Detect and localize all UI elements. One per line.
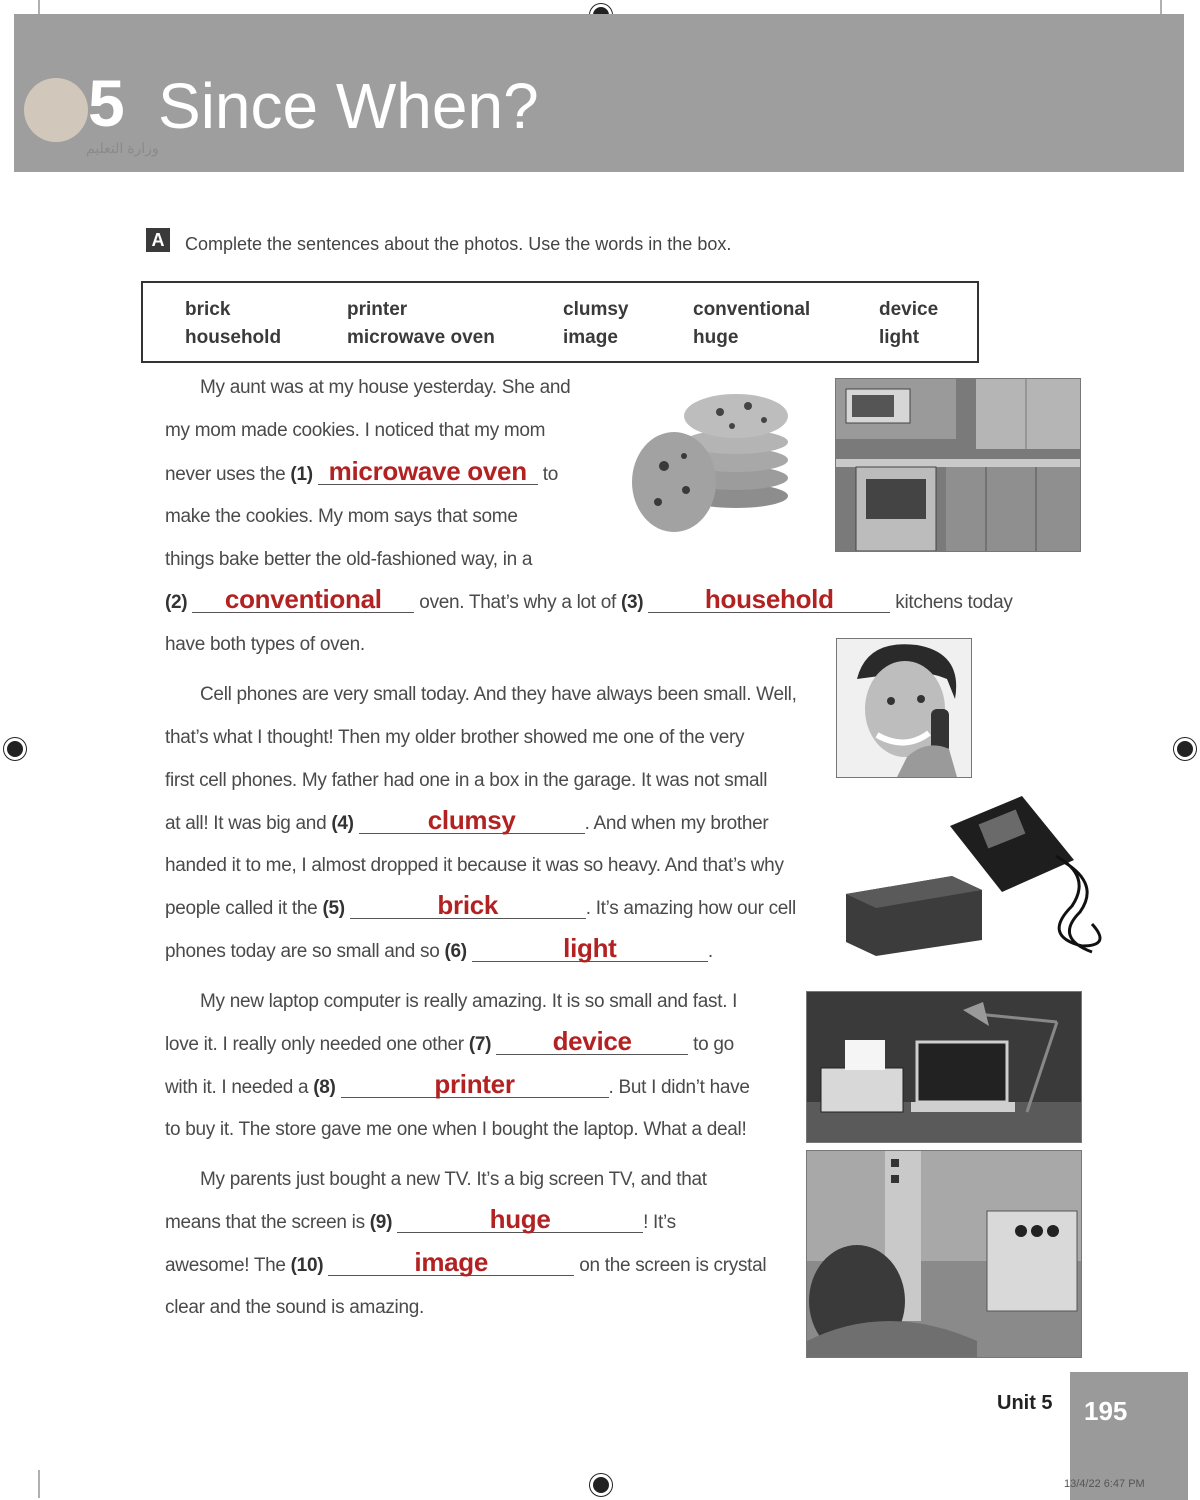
answer-blank [648, 586, 890, 613]
text-line: My parents just bought a new TV. It’s a big screen TV, and that [200, 1169, 707, 1190]
text-line: to buy it. The store gave me one when I bought the laptop. What a deal! [165, 1119, 747, 1140]
word-item: clumsy [563, 299, 629, 320]
answer-blank [397, 1206, 643, 1233]
answer-text: device [552, 1026, 632, 1056]
answer-text: household [704, 584, 834, 614]
blank-number: (7) [468, 1034, 492, 1055]
crop-mark [38, 0, 40, 14]
text-line: first cell phones. My father had one in a box in the garage. It was not small [165, 770, 768, 791]
answer-blank [328, 1249, 574, 1276]
answer-blank [192, 586, 414, 613]
answer-text: brick [437, 890, 499, 920]
text-line: My new laptop computer is really amazing. It is so small and fast. I [200, 991, 738, 1012]
unit-title: Since When? [158, 70, 539, 142]
answer-text: clumsy [427, 805, 516, 835]
word-item: microwave oven [347, 327, 495, 348]
brick-phone-photo [842, 796, 1120, 956]
text-line: means that the screen is (9) huge ! It’s [165, 1204, 676, 1234]
man-on-phone-photo [836, 638, 972, 778]
text-line: (2) conventional oven. That’s why a lot of (3) household kitchens today [165, 584, 1013, 614]
unit-number: 5 [88, 66, 125, 140]
living-room-tv-photo [806, 1150, 1082, 1358]
word-box [141, 281, 979, 363]
blank-number: (2) [165, 592, 188, 613]
word-item: printer [347, 299, 408, 320]
text-line: people called it the (5) brick . It’s amazing how our cell [165, 890, 796, 920]
crop-mark [1160, 0, 1162, 14]
answer-text: printer [434, 1069, 515, 1099]
answer-blank [359, 807, 585, 834]
text-line: have both types of oven. [165, 634, 365, 655]
text-line: with it. I needed a (8) printer . But I didn’t have [165, 1069, 750, 1099]
text-line: phones today are so small and so (6) light . [165, 933, 713, 963]
answer-text: microwave oven [328, 456, 527, 486]
word-item: brick [185, 299, 231, 320]
logo-subtitle: وزارة التعليم [86, 140, 159, 156]
blank-number: (3) [620, 592, 644, 613]
answer-blank [318, 458, 538, 485]
answer-blank [341, 1071, 609, 1098]
text-line: clear and the sound is amazing. [165, 1297, 424, 1318]
word-item: conventional [693, 299, 811, 320]
laptop-printer-photo [806, 991, 1082, 1143]
answer-text: huge [489, 1204, 551, 1234]
word-item: device [879, 299, 939, 320]
text-line: things bake better the old-fashioned way, in a [165, 549, 533, 570]
registration-mark [1174, 738, 1196, 760]
blank-number: (9) [369, 1212, 393, 1233]
word-item: household [185, 327, 282, 348]
answer-blank [350, 892, 586, 919]
cookies-photo [628, 386, 794, 536]
registration-mark [4, 738, 26, 760]
text-line: my mom made cookies. I noticed that my mom [165, 420, 546, 441]
word-item: light [879, 327, 920, 348]
answer-text: image [414, 1247, 489, 1277]
blank-number: (6) [444, 941, 467, 962]
blank-number: (5) [322, 898, 345, 919]
exercise-instruction: Complete the sentences about the photos. Use the words in the box. [185, 234, 732, 254]
page-number: 195 [1084, 1396, 1128, 1426]
print-stamp: 13/4/22 6:47 PM [1064, 1478, 1145, 1490]
text-line: awesome! The (10) image on the screen is crystal [165, 1247, 767, 1277]
blank-number: (10) [290, 1255, 324, 1276]
exercise-letter: A [146, 228, 170, 252]
answer-blank [472, 935, 708, 962]
text-line: Cell phones are very small today. And they have always been small. Well, [200, 684, 797, 705]
footer-unit-label: Unit 5 [997, 1392, 1053, 1414]
text-line: love it. I really only needed one other (7) device to go [165, 1026, 734, 1056]
text-line: handed it to me, I almost dropped it because it was so heavy. And that’s why [165, 855, 784, 876]
blank-number: (8) [313, 1077, 336, 1098]
blank-number: (1) [290, 464, 313, 485]
ministry-logo [24, 78, 88, 142]
text-line: at all! It was big and (4) clumsy . And when my brother [165, 805, 769, 835]
text-line: never uses the (1) microwave oven to [165, 456, 558, 486]
answer-blank [496, 1028, 688, 1055]
registration-mark [590, 1474, 612, 1496]
blank-number: (4) [331, 813, 354, 834]
crop-mark [38, 1470, 40, 1498]
text-line: My aunt was at my house yesterday. She and [200, 377, 571, 398]
word-item: image [563, 327, 618, 348]
text-line: that’s what I thought! Then my older brother showed me one of the very [165, 727, 745, 748]
kitchen-photo [835, 378, 1081, 552]
text-line: make the cookies. My mom says that some [165, 506, 518, 527]
word-item: huge [693, 327, 739, 348]
answer-text: light [563, 933, 617, 963]
answer-text: conventional [224, 584, 382, 614]
